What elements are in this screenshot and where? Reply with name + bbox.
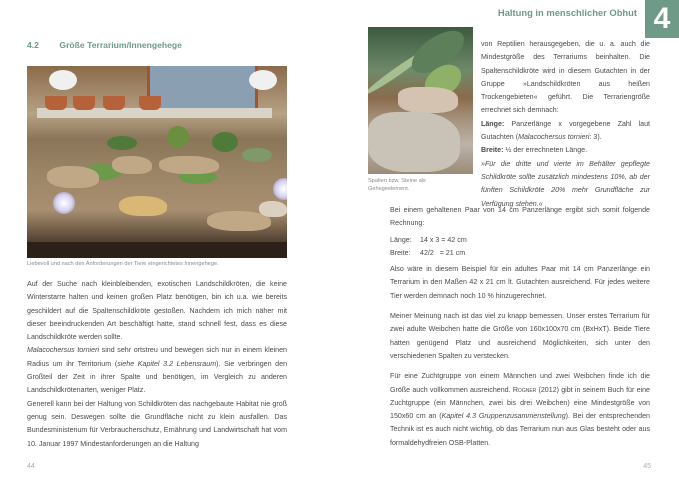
- formula-text: Panzerlänge x vorgegebene Zahl laut Gutachten (: [481, 119, 650, 142]
- formula-text: ½ der errechneten Länge.: [503, 146, 588, 155]
- photo-pot: [103, 96, 125, 110]
- crevice-stones-photo: [368, 27, 473, 174]
- photo-pot: [45, 96, 67, 110]
- body-text-right-main: [390, 204, 650, 450]
- photo-rock: [259, 201, 287, 217]
- body-text-right-top: [481, 38, 650, 211]
- paragraph: Also wäre in diesem Beispiel für ein adultes Paar mit 14 cm Panzerlänge ein Terrarium in den Maßen 42 x 21 cm lt. Gutachten ausreichend. Für jedes weitere Tier werden demnach noch 10 % hinzugerechnet.: [390, 265, 650, 300]
- photo-plant: [212, 132, 238, 152]
- paragraph: von Reptilien herausgegeben, die u. a. auch die Mindestgröße des Terrariums beinhalten. Die Spaltenschildkröte wird in diesem Gutachten in der Gruppe »Landschildkröten aus heißen Trockengebieten« geführt. Die Terrariengröße errechnet sich demnach:: [481, 40, 650, 115]
- quote-text: »Für die dritte und vierte im Behälter gepflegte Schildkröte sollte zusätzlich mindestens 10%, ab der fünften Schildkröte 20% mehr Grundfläche zur Verfügung stehen.«: [481, 159, 650, 208]
- paragraph-text: ). Sie verbringen den Großteil der Zeit in ihrer Spalte und benötigen, im Vergleich zu anderen Landschildkrötenarten, weniger Platz.: [27, 359, 288, 395]
- right-page: [340, 0, 679, 480]
- terrarium-photo: [27, 66, 287, 258]
- photo-pot: [139, 96, 161, 110]
- formula-length: [481, 118, 650, 145]
- photo-terrarium-frame: [27, 242, 287, 258]
- photo-caption: Spalten bzw. Steine als Gehegeelement.: [368, 178, 426, 192]
- section-number: 4.2: [27, 40, 39, 50]
- photo-plant: [242, 148, 272, 162]
- author-name: Rogner: [512, 385, 537, 394]
- section-title: Größe Terrarium/Innengehege: [59, 40, 182, 50]
- body-text-left: [27, 278, 287, 451]
- species-name: Malacochersus tornieri: [27, 346, 100, 355]
- paragraph-text: (2012) gibt in seinem Buch für eine Zuchtgruppe (ein Männchen, zwei bis drei Weibchen) eine Mindestgröße von 150x60 cm an (: [390, 385, 650, 421]
- photo-stone: [398, 87, 458, 113]
- section-heading: [27, 40, 182, 50]
- photo-window: [147, 66, 258, 111]
- photo-heat-lamp: [273, 178, 287, 200]
- regulation-quote: [481, 158, 650, 211]
- photo-water-bowl: [119, 196, 167, 216]
- photo-plant: [167, 126, 189, 148]
- formula-text: : 3).: [589, 133, 602, 142]
- paragraph: Generell kann bei der Haltung von Schildkröten das nachgebaute Habitat nie groß genug sein. Deswegen sollte die Grundfläche nicht zu klein ausfallen. Das Bundesministerium für Verbraucherschutz, Ernährung und Landwirtschaft hat vom 10. Januar 1997 Mindestanforderungen an die Haltung: [27, 399, 287, 448]
- formula-label: Länge:: [481, 119, 505, 128]
- chapter-reference: Kapitel 4.3 Gruppenzusammenstellung: [441, 412, 566, 421]
- paragraph: [390, 370, 650, 450]
- calc-row-width: [390, 247, 650, 260]
- photo-rock: [159, 156, 219, 174]
- photo-caption: Liebevoll und nach den Anforderungen der Tiere eingerichtetes Innengehege.: [27, 261, 219, 267]
- paragraph: Bei einem gehaltenen Paar von 14 cm Panzerlänge ergibt sich somit folgende Rechnung:: [390, 206, 650, 228]
- paragraph: Meiner Meinung nach ist das viel zu knapp bemessen. Unser erstes Terrarium für zwei adulte Weibchen hatte die Größe von 160x100x70 cm (BxHxT). Beide Tiere hatten genügend Platz und ausreichend Möglichkeiten, sich unter den verschiedenen Spalten zu verstecken.: [390, 312, 650, 360]
- photo-stone: [368, 112, 460, 172]
- paragraph-text: Für eine Zuchtgruppe von einem Männchen und zwei Weibchen finde ich die Größe auch vollkommen ausreichend.: [390, 372, 650, 394]
- photo-lamp-shade: [49, 70, 77, 90]
- species-name: Malacochersus tornieri: [518, 133, 590, 142]
- photo-rock: [112, 156, 152, 174]
- calc-label: Breite:: [390, 248, 411, 257]
- calc-label: Länge:: [390, 235, 412, 244]
- photo-pot: [73, 96, 95, 110]
- paragraph-text: ). Bei der entsprechenden Technik ist es auch nicht wichtig, ob das Terrarium nun aus Glas besteht oder aus formaldehydfreien OSB-Platten.: [390, 412, 650, 447]
- page-number: 45: [643, 463, 651, 470]
- photo-plant: [107, 136, 137, 150]
- formula-label: Breite:: [481, 146, 504, 155]
- photo-rock: [47, 166, 99, 188]
- paragraph: Auf der Suche nach kleinbleibenden, exotischen Landschildkröten, die keine Winterstarre halten und keinen großen Platz benötigen, bin ich u.a. wie bereits geschildert auf die Spaltenschildkröte gestoßen. Nachdem ich mich näher mit dieser beeindruckenden Art beschäftigt hatte, stand schnell fest, dass es diese Landschildkröte werden sollte.: [27, 280, 287, 342]
- paragraph-text: sind sehr ortstreu und bewegen sich nur in einem kleinen Radius um ihr Territorium (: [27, 346, 287, 368]
- chapter-reference: siehe Kapitel 3.2 Lebensraum: [117, 359, 217, 368]
- chapter-number-tab: 4: [645, 0, 679, 38]
- photo-heat-lamp: [53, 192, 75, 214]
- formula-width: [481, 144, 650, 157]
- running-header: Haltung in menschlicher Obhut: [497, 7, 637, 18]
- page-number: 44: [27, 463, 35, 470]
- calc-value: 42/2 = 21 cm: [420, 248, 466, 257]
- calc-value: 14 x 3 = 42 cm: [420, 235, 467, 244]
- paragraph: [27, 344, 287, 397]
- photo-lamp-shade: [249, 70, 277, 90]
- calc-row-length: [390, 234, 650, 247]
